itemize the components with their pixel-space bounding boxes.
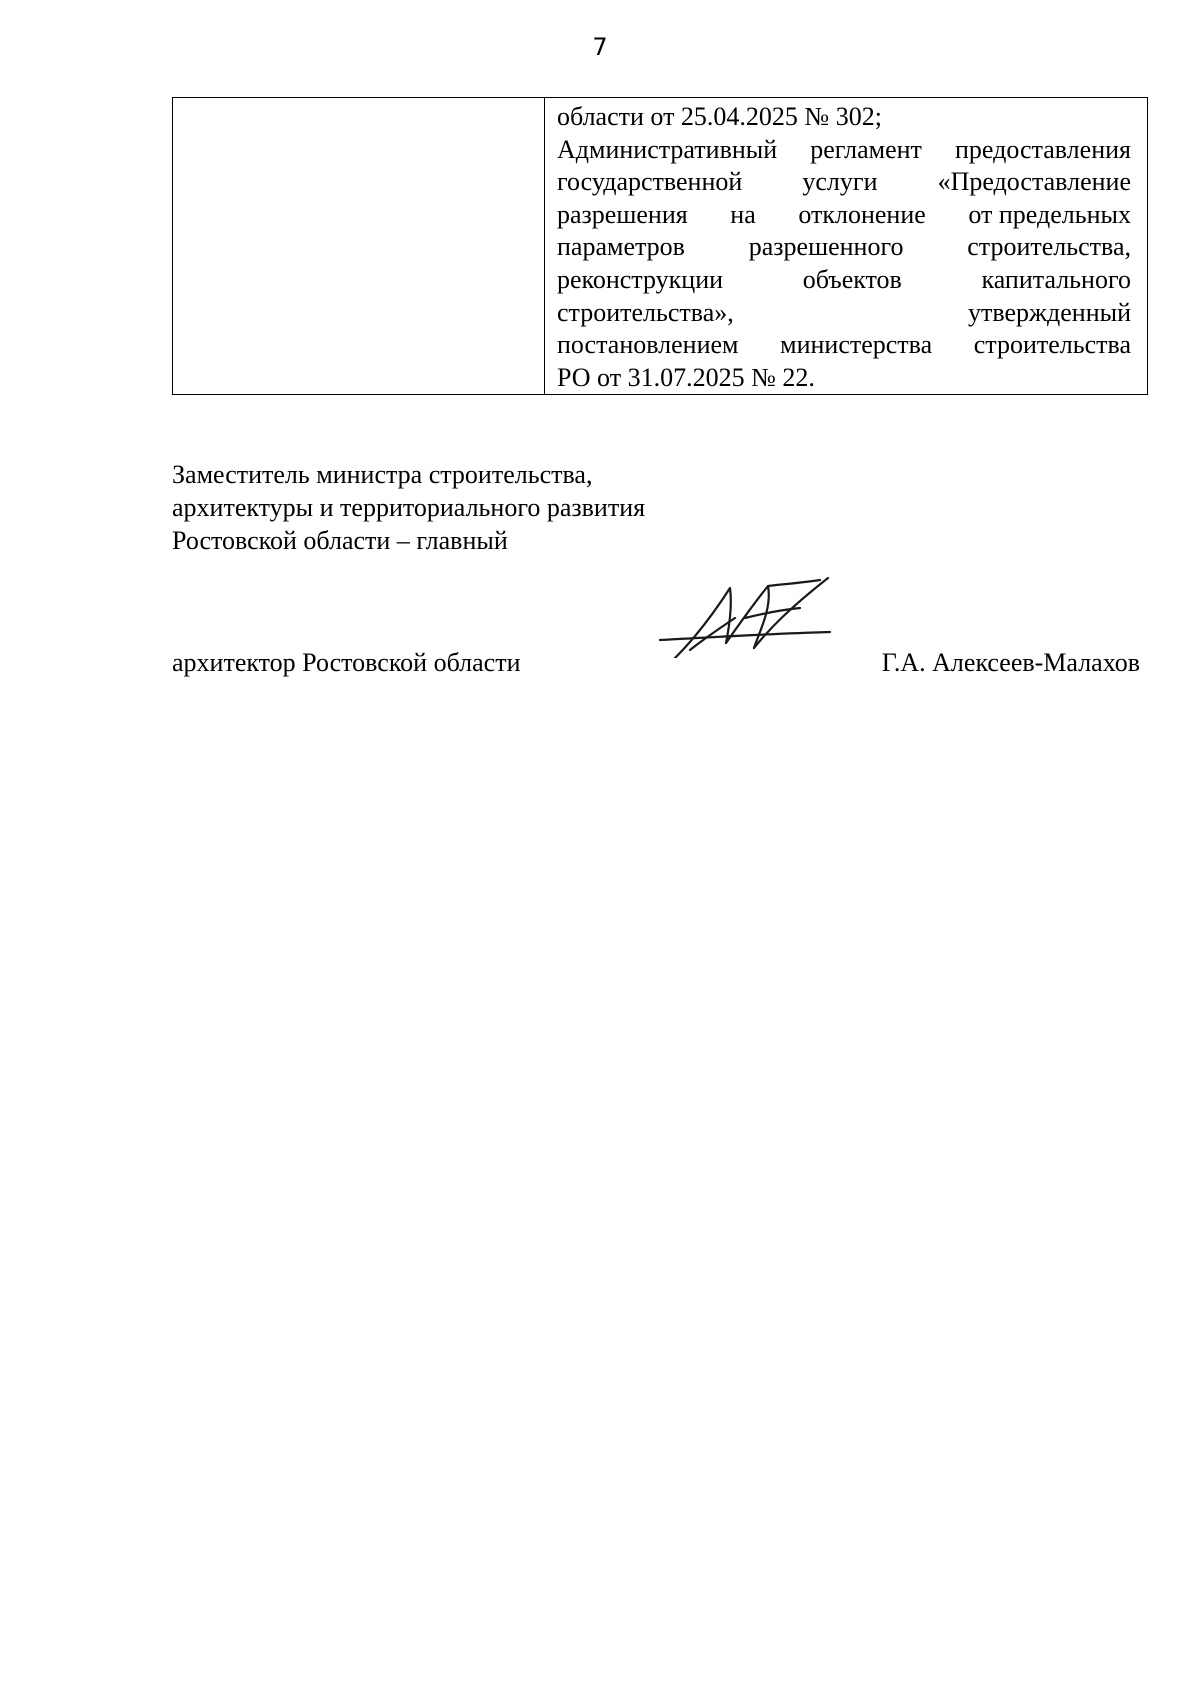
table-text-word: реконструкции <box>557 264 724 294</box>
table-text-word: утвержденный <box>968 297 1131 327</box>
table-text-line <box>557 166 1131 199</box>
signer-position <box>172 458 645 557</box>
page-number: 7 <box>592 33 608 61</box>
table-text-word: области от 25.04.2025 № 302; <box>557 102 882 131</box>
table-text-word: параметров <box>557 232 685 262</box>
table-text-line <box>557 362 1131 395</box>
table-text-word: разрешения <box>557 199 688 229</box>
table-text-word: регламент <box>810 134 922 164</box>
table-text-word: отклонение <box>798 199 926 229</box>
table-text-line <box>557 231 1131 264</box>
signer-name: Г.А. Алексеев-Малахов <box>881 648 1140 677</box>
document-table <box>172 97 1148 395</box>
table-text-word: государственной <box>557 167 743 197</box>
table-text-word: строительства <box>973 330 1131 360</box>
table-text-word: «Предоставление <box>937 167 1131 197</box>
table-text-word: на <box>730 199 756 229</box>
table-text-line <box>557 134 1131 167</box>
table-text-word: министерства <box>780 330 933 360</box>
table-text-word: предоставления <box>955 134 1131 164</box>
table-text-word: строительства, <box>967 232 1131 262</box>
table-text-line <box>557 329 1131 362</box>
signer-position-line: Заместитель министра строительства, <box>172 460 593 489</box>
table-text-word: РО от 31.07.2025 № 22. <box>557 362 815 392</box>
table-text-line <box>557 199 1131 232</box>
handwritten-signature <box>650 568 840 658</box>
table-text-line <box>557 297 1131 330</box>
table-row <box>173 98 1148 395</box>
table-text-word: постановлением <box>557 330 739 360</box>
signer-position-line: Ростовской области – главный <box>172 526 508 555</box>
table-text-word: от предельных <box>968 199 1131 229</box>
signer-position-last-line: архитектор Ростовской области <box>172 648 521 677</box>
table-text-word: услуги <box>802 167 878 197</box>
table-text-word: разрешенного <box>748 232 904 262</box>
table-cell-right <box>545 98 1148 395</box>
table-text-word: капитального <box>981 264 1131 294</box>
signer-position-line: архитектуры и территориального развития <box>172 493 646 522</box>
table-text-line <box>557 101 1131 134</box>
table-cell-right-text <box>545 98 1147 394</box>
table-text-line <box>557 264 1131 297</box>
table-text-word: строительства», <box>557 297 734 327</box>
table-text-word: объектов <box>802 264 902 294</box>
table-cell-left <box>173 98 545 395</box>
table-text-word: Административный <box>557 134 778 164</box>
